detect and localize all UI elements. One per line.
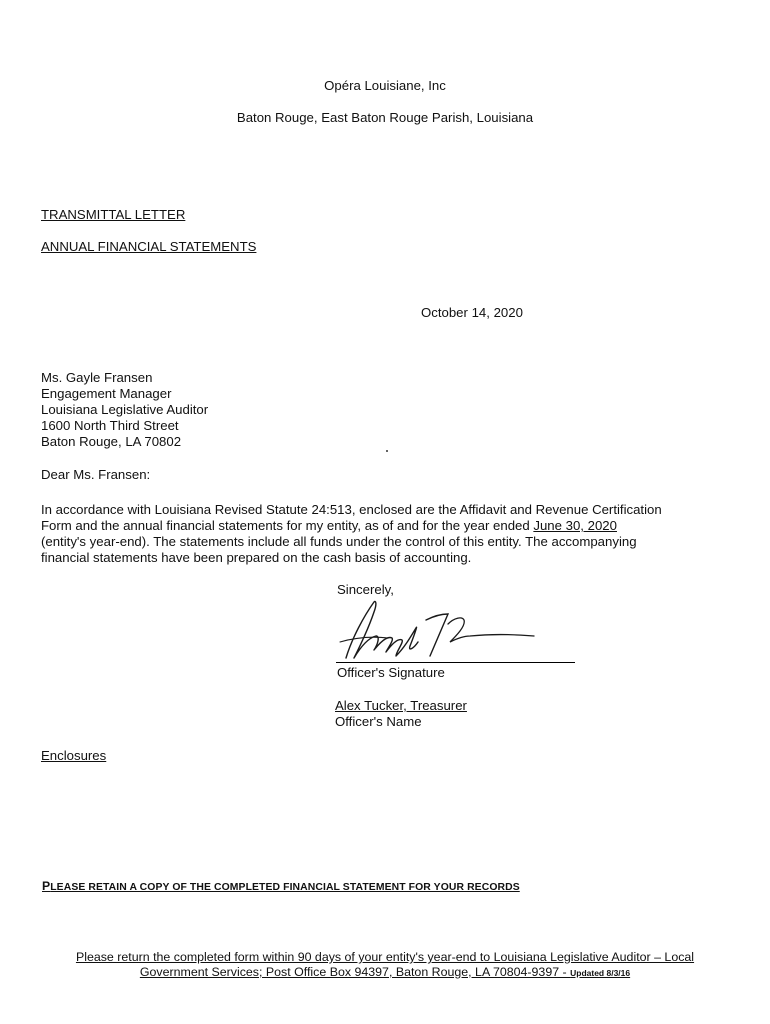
- notice-initial: P: [42, 879, 51, 893]
- body-line-2-text: Form and the annual financial statements for my entity, as of and for the year ended: [41, 518, 534, 533]
- footer-updated: Updated 8/3/16: [570, 968, 631, 978]
- enclosures: Enclosures: [41, 748, 107, 763]
- stray-mark: [386, 450, 388, 452]
- recipient-city: Baton Rouge, LA 70802: [41, 434, 182, 449]
- recipient-name: Ms. Gayle Fransen: [41, 370, 153, 385]
- salutation: Dear Ms. Fransen:: [41, 467, 151, 482]
- recipient-address: [41, 370, 208, 450]
- recipient-street: 1600 North Third Street: [41, 418, 179, 433]
- signature-label: Officer's Signature: [337, 665, 445, 680]
- footer-line-2: [0, 964, 770, 981]
- footer-line-1: Please return the completed form within 90 days of your entity's year-end to Louisiana Legislative Auditor – Local: [75, 950, 695, 964]
- body-line-3: (entity's year-end). The statements include all funds under the control of this entity. The accompanying: [41, 534, 637, 549]
- notice-text: LEASE RETAIN A COPY OF THE COMPLETED FINANCIAL STATEMENT FOR YOUR RECORDS: [50, 882, 520, 893]
- body-line-4: financial statements have been prepared on the cash basis of accounting.: [41, 550, 472, 565]
- recipient-org: Louisiana Legislative Auditor: [41, 402, 209, 417]
- officer-name: Alex Tucker, Treasurer: [335, 698, 467, 713]
- footer-address: Government Services; Post Office Box 94397, Baton Rouge, LA 70804-9397 -: [139, 965, 571, 979]
- body-line-1: In accordance with Louisiana Revised Statute 24:513, enclosed are the Affidavit and Revenue Certification: [41, 502, 662, 517]
- org-name: Opéra Louisiane, Inc: [324, 78, 446, 93]
- body-line-2: [41, 518, 662, 534]
- officer-name-label: Officer's Name: [335, 714, 422, 729]
- handwritten-signature: [330, 598, 560, 668]
- title-transmittal-letter: TRANSMITTAL LETTER: [41, 207, 186, 222]
- year-end-date: June 30, 2020: [533, 518, 617, 533]
- closing-sincerely: Sincerely,: [337, 582, 394, 597]
- title-annual-financial-statements: ANNUAL FINANCIAL STATEMENTS: [41, 239, 257, 254]
- body-paragraph: [41, 502, 662, 566]
- org-location: Baton Rouge, East Baton Rouge Parish, Louisiana: [236, 110, 534, 125]
- retain-copy-notice: [42, 878, 520, 896]
- recipient-title: Engagement Manager: [41, 386, 172, 401]
- signature-line: [336, 662, 575, 663]
- letter-date: October 14, 2020: [421, 305, 523, 320]
